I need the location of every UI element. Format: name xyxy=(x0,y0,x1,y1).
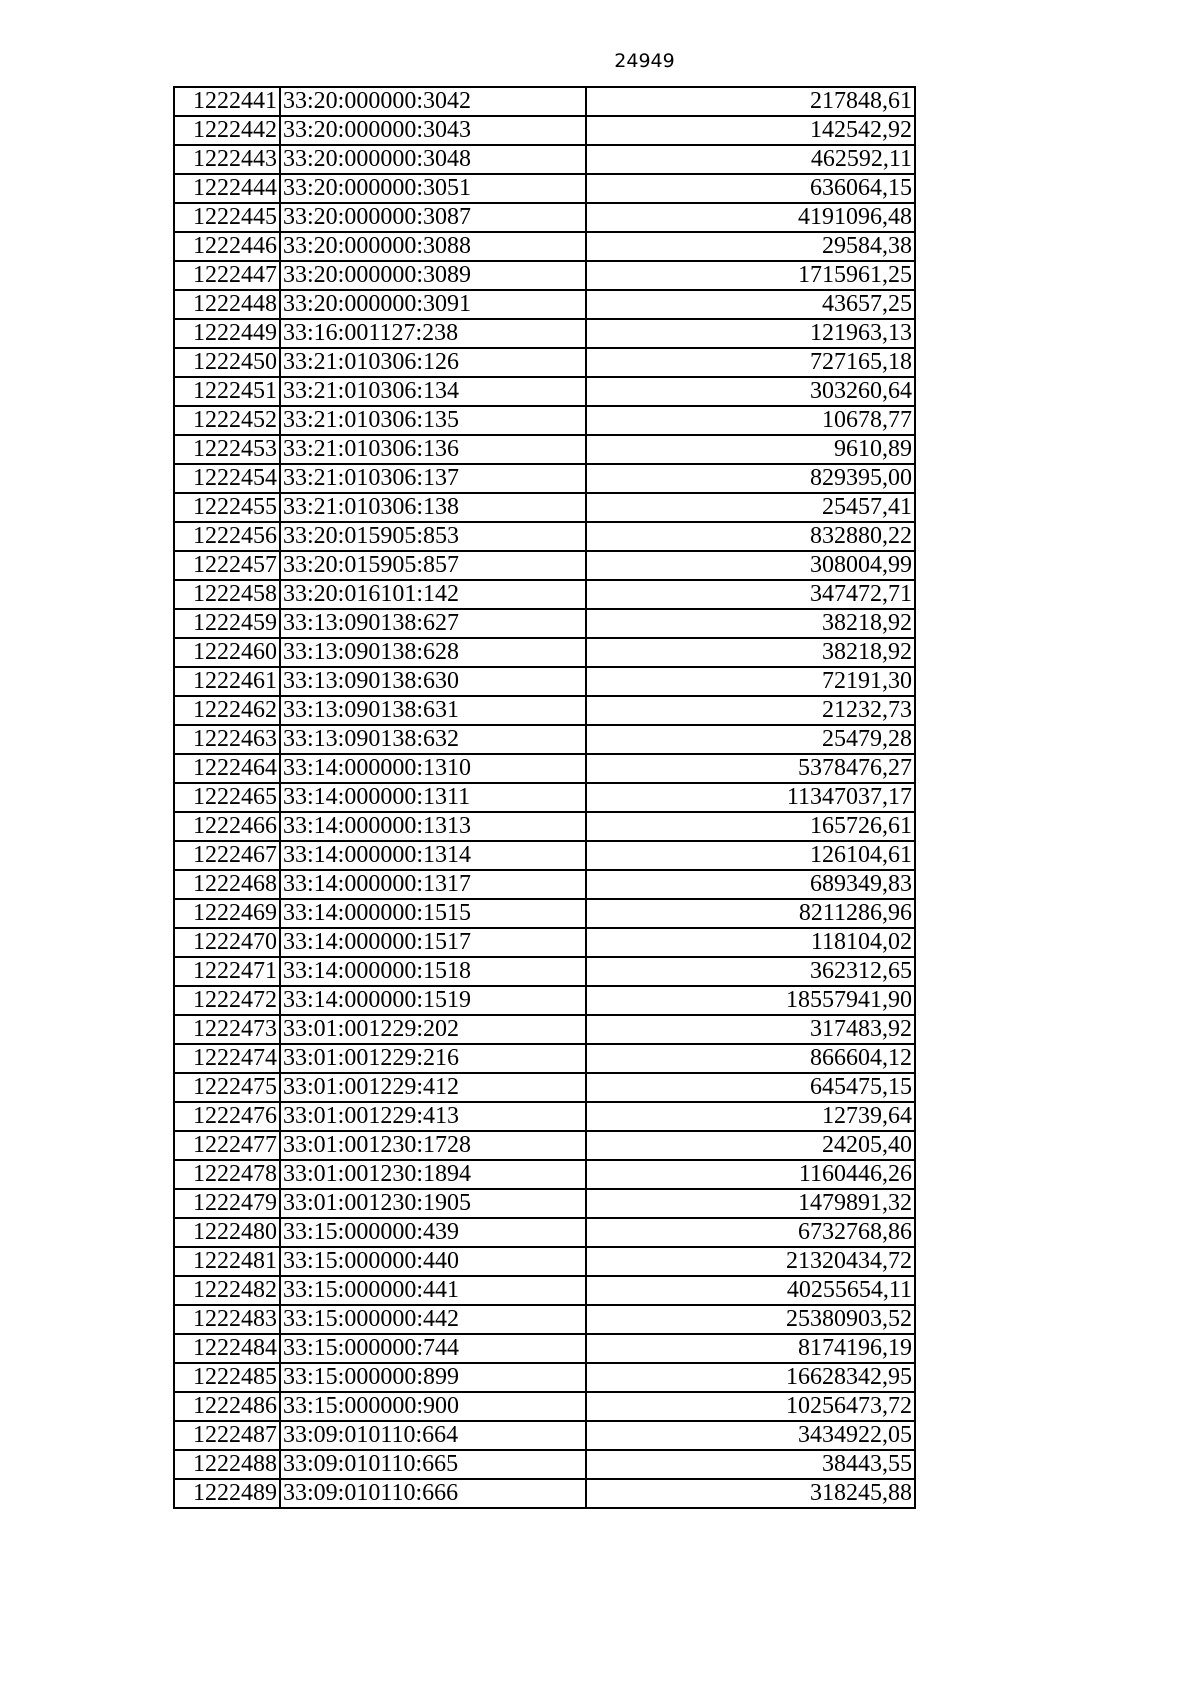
cadastral-number-cell: 33:14:000000:1314 xyxy=(280,841,586,870)
row-id-cell: 1222450 xyxy=(174,348,280,377)
page-number-text: 24949 xyxy=(614,50,675,72)
cadastral-number-cell: 33:14:000000:1519 xyxy=(280,986,586,1015)
cadastral-value-cell: 347472,71 xyxy=(586,580,915,609)
cadastral-number-cell: 33:21:010306:134 xyxy=(280,377,586,406)
cadastral-value-cell: 16628342,95 xyxy=(586,1363,915,1392)
cadastral-number-cell: 33:01:001230:1894 xyxy=(280,1160,586,1189)
cadastral-number-cell: 33:13:090138:627 xyxy=(280,609,586,638)
table-row xyxy=(174,696,915,725)
row-id-cell: 1222459 xyxy=(174,609,280,638)
row-id-cell: 1222447 xyxy=(174,261,280,290)
row-id-cell: 1222477 xyxy=(174,1131,280,1160)
cadastral-number-cell: 33:14:000000:1517 xyxy=(280,928,586,957)
table-row xyxy=(174,203,915,232)
row-id-cell: 1222458 xyxy=(174,580,280,609)
cadastral-value-cell: 1160446,26 xyxy=(586,1160,915,1189)
table-row xyxy=(174,580,915,609)
cadastral-value-cell: 303260,64 xyxy=(586,377,915,406)
row-id-cell: 1222441 xyxy=(174,87,280,116)
cadastral-number-cell: 33:20:015905:853 xyxy=(280,522,586,551)
row-id-cell: 1222464 xyxy=(174,754,280,783)
cadastral-number-cell: 33:14:000000:1515 xyxy=(280,899,586,928)
table-row xyxy=(174,551,915,580)
table-row xyxy=(174,174,915,203)
cadastral-value-cell: 4191096,48 xyxy=(586,203,915,232)
table-row xyxy=(174,1160,915,1189)
cadastral-number-cell: 33:21:010306:136 xyxy=(280,435,586,464)
row-id-cell: 1222480 xyxy=(174,1218,280,1247)
cadastral-number-cell: 33:20:000000:3088 xyxy=(280,232,586,261)
cadastral-number-cell: 33:13:090138:632 xyxy=(280,725,586,754)
cadastral-value-cell: 10678,77 xyxy=(586,406,915,435)
row-id-cell: 1222467 xyxy=(174,841,280,870)
cadastral-number-cell: 33:15:000000:441 xyxy=(280,1276,586,1305)
cadastral-number-cell: 33:01:001230:1905 xyxy=(280,1189,586,1218)
cadastral-value-cell: 43657,25 xyxy=(586,290,915,319)
table-row xyxy=(174,377,915,406)
cadastral-number-cell: 33:20:016101:142 xyxy=(280,580,586,609)
table-row xyxy=(174,841,915,870)
cadastral-value-cell: 24205,40 xyxy=(586,1131,915,1160)
table-row xyxy=(174,261,915,290)
page-number xyxy=(0,50,1200,72)
cadastral-value-cell: 645475,15 xyxy=(586,1073,915,1102)
row-id-cell: 1222448 xyxy=(174,290,280,319)
cadastral-number-cell: 33:20:000000:3043 xyxy=(280,116,586,145)
table-row xyxy=(174,1479,915,1508)
cadastral-number-cell: 33:20:015905:857 xyxy=(280,551,586,580)
table-row xyxy=(174,1276,915,1305)
cadastral-number-cell: 33:20:000000:3091 xyxy=(280,290,586,319)
cadastral-value-cell: 217848,61 xyxy=(586,87,915,116)
cadastral-value-cell: 165726,61 xyxy=(586,812,915,841)
cadastral-number-cell: 33:15:000000:744 xyxy=(280,1334,586,1363)
row-id-cell: 1222457 xyxy=(174,551,280,580)
cadastral-number-cell: 33:21:010306:138 xyxy=(280,493,586,522)
cadastral-value-table xyxy=(173,86,916,1509)
cadastral-number-cell: 33:20:000000:3087 xyxy=(280,203,586,232)
row-id-cell: 1222463 xyxy=(174,725,280,754)
row-id-cell: 1222466 xyxy=(174,812,280,841)
cadastral-number-cell: 33:01:001229:412 xyxy=(280,1073,586,1102)
cadastral-value-cell: 6732768,86 xyxy=(586,1218,915,1247)
row-id-cell: 1222475 xyxy=(174,1073,280,1102)
cadastral-number-cell: 33:14:000000:1518 xyxy=(280,957,586,986)
row-id-cell: 1222445 xyxy=(174,203,280,232)
table-body xyxy=(174,87,915,1508)
row-id-cell: 1222485 xyxy=(174,1363,280,1392)
cadastral-value-cell: 142542,92 xyxy=(586,116,915,145)
table-row xyxy=(174,1189,915,1218)
cadastral-value-cell: 38218,92 xyxy=(586,609,915,638)
cadastral-value-cell: 362312,65 xyxy=(586,957,915,986)
cadastral-number-cell: 33:20:000000:3051 xyxy=(280,174,586,203)
cadastral-value-cell: 727165,18 xyxy=(586,348,915,377)
table-row xyxy=(174,1218,915,1247)
table-row xyxy=(174,957,915,986)
row-id-cell: 1222487 xyxy=(174,1421,280,1450)
table-row xyxy=(174,116,915,145)
table-row xyxy=(174,290,915,319)
cadastral-number-cell: 33:01:001230:1728 xyxy=(280,1131,586,1160)
table-row xyxy=(174,493,915,522)
cadastral-value-cell: 3434922,05 xyxy=(586,1421,915,1450)
cadastral-number-cell: 33:14:000000:1310 xyxy=(280,754,586,783)
cadastral-value-cell: 1715961,25 xyxy=(586,261,915,290)
row-id-cell: 1222453 xyxy=(174,435,280,464)
row-id-cell: 1222455 xyxy=(174,493,280,522)
cadastral-number-cell: 33:09:010110:664 xyxy=(280,1421,586,1450)
cadastral-value-cell: 25457,41 xyxy=(586,493,915,522)
table-row xyxy=(174,87,915,116)
row-id-cell: 1222446 xyxy=(174,232,280,261)
row-id-cell: 1222481 xyxy=(174,1247,280,1276)
cadastral-value-cell: 8211286,96 xyxy=(586,899,915,928)
table-row xyxy=(174,783,915,812)
cadastral-number-cell: 33:01:001229:413 xyxy=(280,1102,586,1131)
cadastral-number-cell: 33:01:001229:216 xyxy=(280,1044,586,1073)
cadastral-value-cell: 29584,38 xyxy=(586,232,915,261)
cadastral-value-cell: 11347037,17 xyxy=(586,783,915,812)
cadastral-value-cell: 21232,73 xyxy=(586,696,915,725)
cadastral-value-cell: 308004,99 xyxy=(586,551,915,580)
cadastral-number-cell: 33:14:000000:1313 xyxy=(280,812,586,841)
cadastral-number-cell: 33:21:010306:135 xyxy=(280,406,586,435)
row-id-cell: 1222456 xyxy=(174,522,280,551)
row-id-cell: 1222470 xyxy=(174,928,280,957)
cadastral-value-cell: 21320434,72 xyxy=(586,1247,915,1276)
cadastral-number-cell: 33:14:000000:1317 xyxy=(280,870,586,899)
row-id-cell: 1222444 xyxy=(174,174,280,203)
table-row xyxy=(174,1392,915,1421)
row-id-cell: 1222478 xyxy=(174,1160,280,1189)
cadastral-number-cell: 33:16:001127:238 xyxy=(280,319,586,348)
row-id-cell: 1222460 xyxy=(174,638,280,667)
cadastral-value-cell: 40255654,11 xyxy=(586,1276,915,1305)
cadastral-value-cell: 318245,88 xyxy=(586,1479,915,1508)
table-row xyxy=(174,928,915,957)
table-row xyxy=(174,638,915,667)
cadastral-value-cell: 72191,30 xyxy=(586,667,915,696)
row-id-cell: 1222451 xyxy=(174,377,280,406)
cadastral-value-cell: 317483,92 xyxy=(586,1015,915,1044)
cadastral-value-cell: 38218,92 xyxy=(586,638,915,667)
table-row xyxy=(174,1247,915,1276)
cadastral-value-cell: 1479891,32 xyxy=(586,1189,915,1218)
row-id-cell: 1222479 xyxy=(174,1189,280,1218)
row-id-cell: 1222468 xyxy=(174,870,280,899)
row-id-cell: 1222462 xyxy=(174,696,280,725)
table-row xyxy=(174,1131,915,1160)
cadastral-number-cell: 33:09:010110:665 xyxy=(280,1450,586,1479)
table-row xyxy=(174,1073,915,1102)
cadastral-value-cell: 25479,28 xyxy=(586,725,915,754)
table-row xyxy=(174,464,915,493)
table-row xyxy=(174,609,915,638)
row-id-cell: 1222471 xyxy=(174,957,280,986)
table-row xyxy=(174,1305,915,1334)
cadastral-number-cell: 33:20:000000:3042 xyxy=(280,87,586,116)
cadastral-value-cell: 462592,11 xyxy=(586,145,915,174)
table-row xyxy=(174,1450,915,1479)
cadastral-number-cell: 33:15:000000:440 xyxy=(280,1247,586,1276)
cadastral-number-cell: 33:15:000000:439 xyxy=(280,1218,586,1247)
cadastral-value-cell: 636064,15 xyxy=(586,174,915,203)
table-row xyxy=(174,232,915,261)
table-row xyxy=(174,1102,915,1131)
cadastral-number-cell: 33:15:000000:900 xyxy=(280,1392,586,1421)
row-id-cell: 1222474 xyxy=(174,1044,280,1073)
table-row xyxy=(174,348,915,377)
table-row xyxy=(174,319,915,348)
row-id-cell: 1222452 xyxy=(174,406,280,435)
table-row xyxy=(174,1015,915,1044)
table-row xyxy=(174,1421,915,1450)
cadastral-number-cell: 33:14:000000:1311 xyxy=(280,783,586,812)
cadastral-value-cell: 829395,00 xyxy=(586,464,915,493)
cadastral-value-cell: 121963,13 xyxy=(586,319,915,348)
table-row xyxy=(174,435,915,464)
cadastral-value-cell: 8174196,19 xyxy=(586,1334,915,1363)
table-row xyxy=(174,1363,915,1392)
row-id-cell: 1222484 xyxy=(174,1334,280,1363)
cadastral-value-cell: 12739,64 xyxy=(586,1102,915,1131)
cadastral-number-cell: 33:13:090138:630 xyxy=(280,667,586,696)
row-id-cell: 1222483 xyxy=(174,1305,280,1334)
row-id-cell: 1222442 xyxy=(174,116,280,145)
table-row xyxy=(174,1044,915,1073)
row-id-cell: 1222489 xyxy=(174,1479,280,1508)
row-id-cell: 1222486 xyxy=(174,1392,280,1421)
row-id-cell: 1222472 xyxy=(174,986,280,1015)
table-row xyxy=(174,145,915,174)
row-id-cell: 1222461 xyxy=(174,667,280,696)
table-row xyxy=(174,754,915,783)
table-row xyxy=(174,986,915,1015)
cadastral-value-cell: 118104,02 xyxy=(586,928,915,957)
table-row xyxy=(174,667,915,696)
cadastral-value-cell: 10256473,72 xyxy=(586,1392,915,1421)
table-row xyxy=(174,870,915,899)
cadastral-value-cell: 126104,61 xyxy=(586,841,915,870)
cadastral-number-cell: 33:09:010110:666 xyxy=(280,1479,586,1508)
cadastral-value-cell: 38443,55 xyxy=(586,1450,915,1479)
table-row xyxy=(174,1334,915,1363)
cadastral-number-cell: 33:21:010306:126 xyxy=(280,348,586,377)
table-row xyxy=(174,406,915,435)
cadastral-value-cell: 866604,12 xyxy=(586,1044,915,1073)
row-id-cell: 1222469 xyxy=(174,899,280,928)
cadastral-number-cell: 33:13:090138:631 xyxy=(280,696,586,725)
row-id-cell: 1222476 xyxy=(174,1102,280,1131)
row-id-cell: 1222488 xyxy=(174,1450,280,1479)
table-row xyxy=(174,725,915,754)
cadastral-value-cell: 689349,83 xyxy=(586,870,915,899)
cadastral-number-cell: 33:13:090138:628 xyxy=(280,638,586,667)
cadastral-value-cell: 25380903,52 xyxy=(586,1305,915,1334)
cadastral-value-cell: 18557941,90 xyxy=(586,986,915,1015)
cadastral-value-cell: 5378476,27 xyxy=(586,754,915,783)
table-row xyxy=(174,812,915,841)
cadastral-number-cell: 33:01:001229:202 xyxy=(280,1015,586,1044)
table-row xyxy=(174,522,915,551)
cadastral-value-cell: 9610,89 xyxy=(586,435,915,464)
cadastral-number-cell: 33:15:000000:442 xyxy=(280,1305,586,1334)
cadastral-value-cell: 832880,22 xyxy=(586,522,915,551)
row-id-cell: 1222454 xyxy=(174,464,280,493)
cadastral-number-cell: 33:21:010306:137 xyxy=(280,464,586,493)
cadastral-number-cell: 33:20:000000:3089 xyxy=(280,261,586,290)
row-id-cell: 1222465 xyxy=(174,783,280,812)
cadastral-number-cell: 33:15:000000:899 xyxy=(280,1363,586,1392)
row-id-cell: 1222443 xyxy=(174,145,280,174)
cadastral-number-cell: 33:20:000000:3048 xyxy=(280,145,586,174)
row-id-cell: 1222473 xyxy=(174,1015,280,1044)
row-id-cell: 1222449 xyxy=(174,319,280,348)
row-id-cell: 1222482 xyxy=(174,1276,280,1305)
table-row xyxy=(174,899,915,928)
